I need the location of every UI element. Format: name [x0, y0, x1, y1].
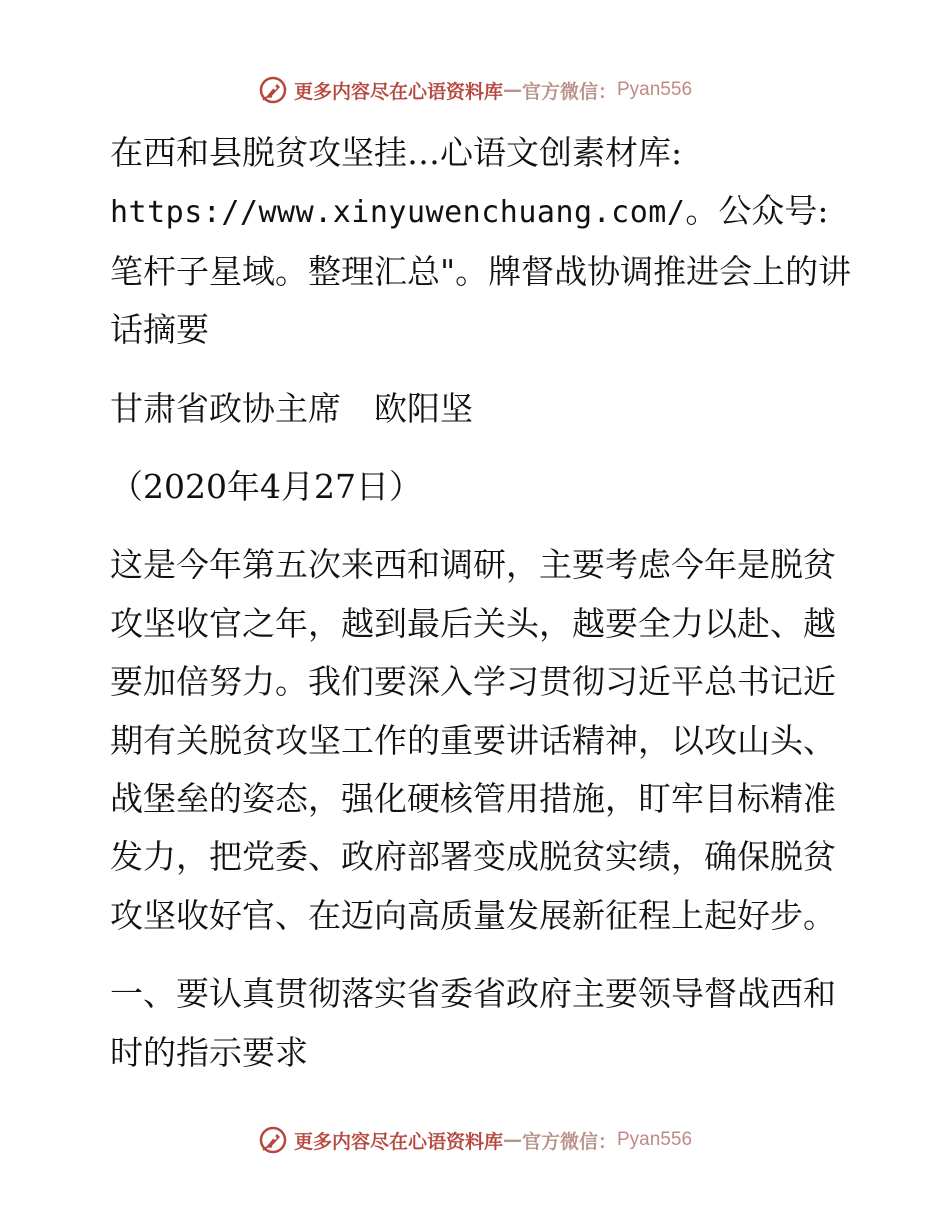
title-line-1: 在西和县脱贫攻坚挂…心语文创素材库: [110, 133, 683, 172]
author-line: 甘肃省政协主席 欧阳坚 [110, 388, 473, 428]
watermark-separator: — [502, 1129, 522, 1151]
paragraph-1: 这是今年第五次来西和调研，主要考虑今年是脱贫攻坚收官之年，越到最后关头，越要全力以赴、越要加倍努力。我们要深入学习贯彻习近平总书记近期有关脱贫攻坚工作的重要讲话精神，以攻山头、战堡垒的姿态，强化硬核管用措施，盯牢目标精准发力，把党委、政府部署变成脱贫实绩，确保脱贫攻坚收好官、在迈向高质量发展新征程上起好步。 [110, 545, 836, 935]
title-after-url: 。公众号: 笔杆子星域。整理汇总"。牌督战协调推进会上的讲话摘要 [110, 191, 852, 350]
watermark-wechat-id: Pyan556 [617, 79, 693, 100]
watermark-separator: — [502, 79, 522, 101]
document-title [98, 124, 868, 360]
heading-1: 一、要认真贯彻落实省委省政府主要领导督战西和时的指示要求 [110, 974, 836, 1072]
document-body [98, 124, 868, 1102]
watermark-banner-top [0, 70, 950, 110]
watermark-official-text: 官方微信： [521, 1130, 617, 1153]
pen-nib-circle-icon [258, 75, 288, 105]
watermark-wechat-id: Pyan556 [617, 1129, 693, 1150]
watermark-site-text: 更多内容尽在心语资料库 [293, 1130, 503, 1153]
watermark-official-text: 官方微信： [521, 80, 617, 103]
title-url: https://www.xinyuwenchuang.com/ [110, 195, 686, 231]
watermark-banner-bottom [0, 1120, 950, 1160]
pen-nib-circle-icon [258, 1125, 288, 1155]
watermark-site-text: 更多内容尽在心语资料库 [293, 80, 503, 103]
date-line: （2020年4月27日） [110, 467, 422, 507]
